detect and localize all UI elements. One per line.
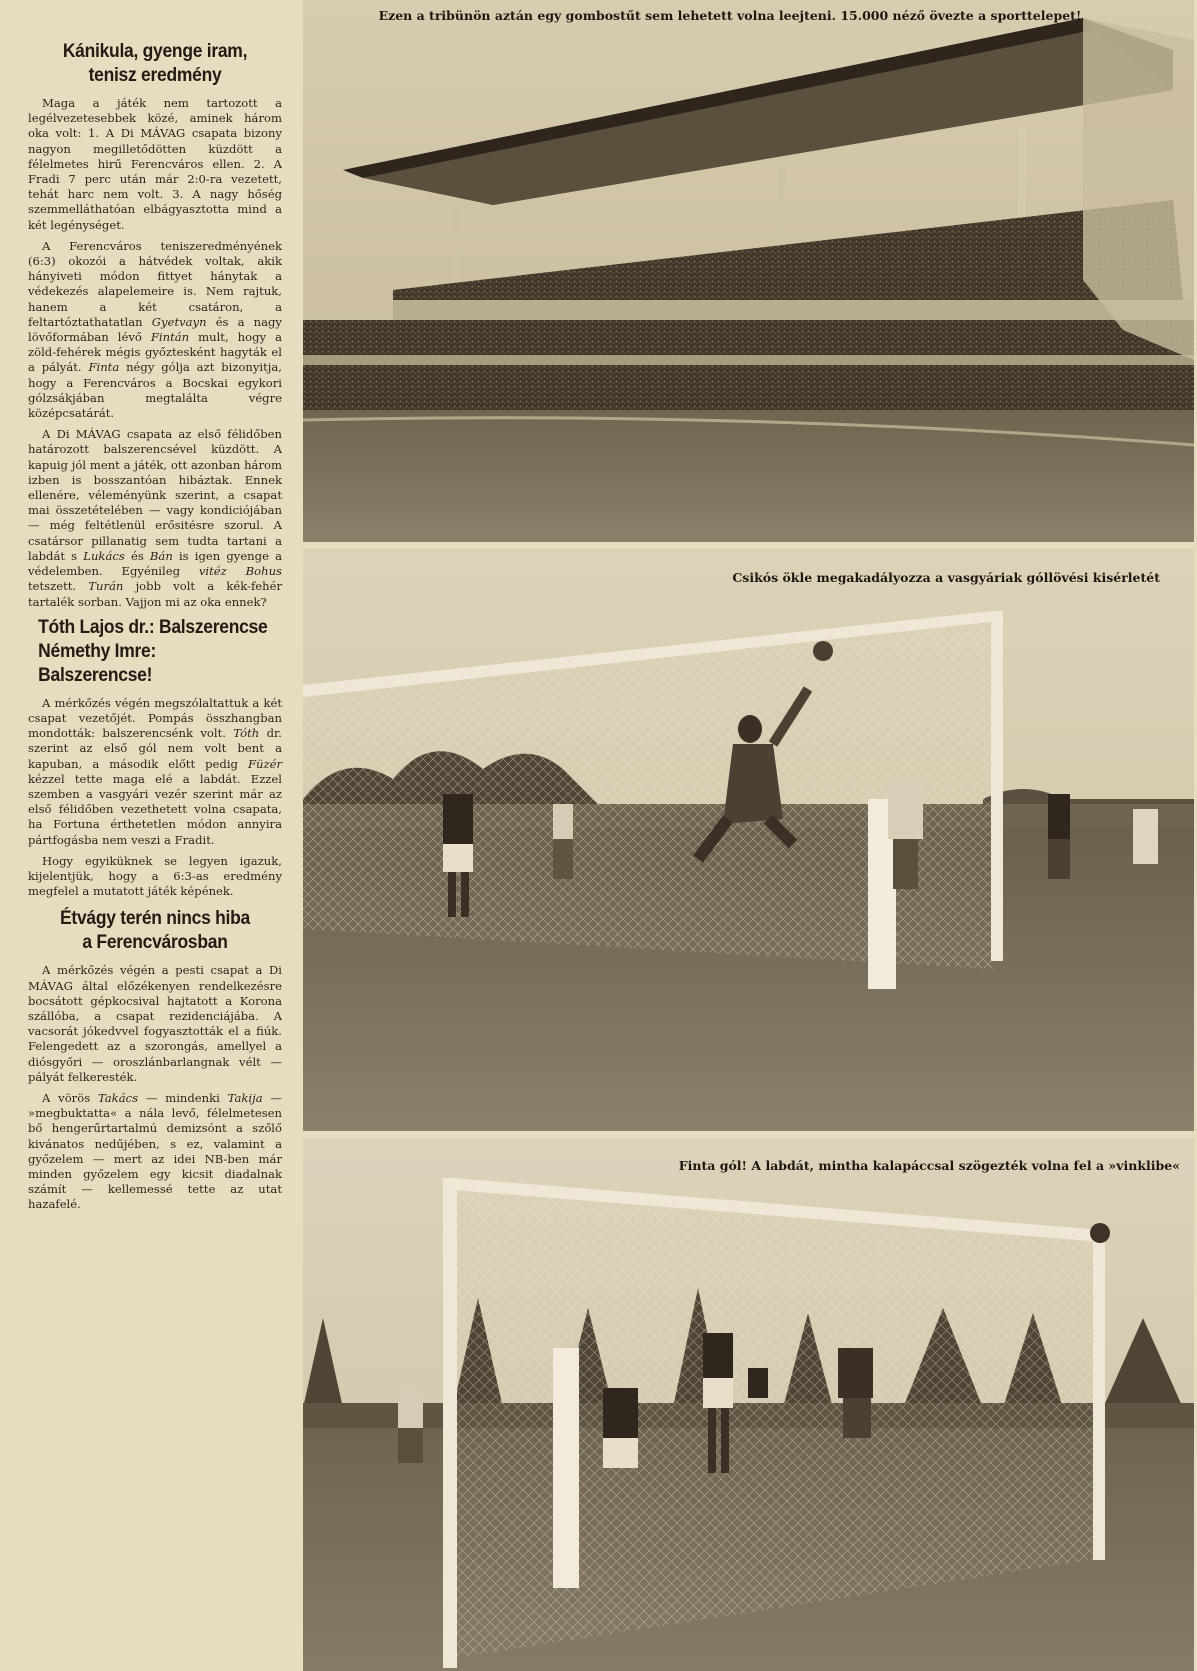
headline-balszerencse bbox=[38, 616, 272, 688]
save-caption: Csikós ökle megakadályozza a vasgyáriak góllövési kisérletét bbox=[732, 570, 1160, 585]
article-column bbox=[28, 40, 282, 1219]
paragraph: A Ferencváros teniszeredményének (6:3) okozói a hátvédek voltak, akik hányiveti módon fittyet hánytak a védekezés alapelemeire is. Nem rajtuk, hanem a két csatáron, a feltartóztathatatlan Gyetvayn és a nagy lövőformában lévő Fintán mult, hogy a zöld-fehérek mégis győztesként hagyták el a pályát. Finta négy gólja azt bizonyitja, hogy a Ferencváros a Bocskai egykori gólzsákjában megtalálta végre középcsatárát. bbox=[28, 238, 282, 421]
headline-etvagy bbox=[38, 907, 272, 955]
goal-illustration bbox=[303, 1138, 1194, 1671]
paragraph: A Di MÁVAG csapata az első félidőben határozott balszerencsével küzdött. A kapuig jól ment a játék, ott azonban három izben is bosszantóan hibáztak. Ennek ellenére, véleményünk szerint, a csapat mai összetételében — vagy kondiciójában — még feltétlenül erősitésre szorul. A csatársor pillanatig sem tudta tartani a labdát s Lukács és Bán is igen gyenge a védelemben. Egyénileg vitéz Bohus tetszett. Turán jobb volt a kék-fehér tartalék sorban. Vajjon mi az oka ennek? bbox=[28, 427, 282, 609]
stadium-illustration bbox=[303, 0, 1194, 542]
player-name: Fintán bbox=[150, 330, 190, 345]
goal-photo bbox=[303, 1138, 1194, 1671]
paragraph: Maga a játék nem tartozott a legélvezetesebbek közé, aminek három oka volt: 1. A Di MÁVAG csapata bizony nagyon megilletődötten küzdött a félelmetes hirű Ferencváros ellen. 2. A Fradi 7 perc után már 2:0-ra vezetett, tehát harc nem volt. 3. A nagy hőség szemmelláthatóan elbágyasztotta mind a két legénységet. bbox=[28, 96, 282, 232]
save-illustration bbox=[303, 549, 1194, 1131]
headline-line: Étvágy terén nincs hiba bbox=[60, 908, 250, 930]
headline-line: Némethy Imre: Balszerencse! bbox=[38, 640, 157, 686]
headline-line: a Ferencvárosban bbox=[82, 932, 228, 954]
stadium-caption: Ezen a tribünön aztán egy gombostűt sem lehetett volna leejteni. 15.000 néző övezte a sporttelepet! bbox=[378, 8, 1082, 23]
player-name: Turán bbox=[88, 579, 124, 594]
goal-caption: Finta gól! A labdát, mintha kalapáccsal szögezték volna fel a »vinklibe« bbox=[678, 1158, 1180, 1173]
player-name: vitéz Bohus bbox=[198, 564, 282, 579]
player-name: Takács bbox=[97, 1090, 139, 1105]
person-name: Tóth bbox=[233, 726, 260, 741]
player-name: Takija bbox=[227, 1090, 263, 1105]
player-name: Finta bbox=[88, 360, 120, 375]
paragraph: A vörös Takács — mindenki Takija — »megbuktatta« a nála levő, félelmetesen bő hengerűrtartalmú demizsónt a szőlő kivánatos nedűjében, s ez, valamint a győzelem — mert az idei NB-ben már minden győzelem egy kicsit diadalnak számít — kellemessé tette az utat hazafelé. bbox=[28, 1090, 283, 1212]
headline-kanikula: Kánikula, gyenge iram, tenisz eredmény bbox=[62, 41, 248, 86]
paragraph: A mérkőzés végén megszólaltattuk a két csapat vezetőjét. Pompás összhangban mondották: balszerencsénk volt. Tóth dr. szerint az első gól nem volt bent a kapuban, a második előtt pedig Füzér kézzel tette maga elé a labdát. Ezzel szemben a vasgyári vezér szerint már az első félidőben vezethetett volna csapata, ha Fortuna érthetetlen módon annyira pártfogásba nem veszi a Fradit. bbox=[28, 695, 282, 847]
goalkeeper-save-photo bbox=[303, 549, 1194, 1131]
player-name: Bán bbox=[149, 548, 173, 563]
paragraph: Hogy egyiküknek se legyen igazuk, kijelentjük, hogy a 6:3-as eredmény megfelel a mutatott játék képének. bbox=[28, 853, 282, 899]
stadium-photo bbox=[303, 0, 1194, 542]
paragraph: A mérkőzés végén a pesti csapat a Di MÁVAG által előzékenyen rendelkezésre bocsátott gépkocsival hajtatott a Korona szállóba, a csapat rezidenciájába. A vacsorát jókedvvel fogyasztották el a fiúk. Felengedett az a szorongás, amellyel a diósgyőri — oroszlánbarlangnak vélt — pályát felkeresték. bbox=[28, 963, 282, 1084]
headline-line: Tóth Lajos dr.: Balszerencse bbox=[38, 616, 268, 638]
player-name: Füzér bbox=[247, 756, 282, 771]
player-name: Lukács bbox=[83, 548, 125, 563]
player-name: Gyetvayn bbox=[151, 314, 207, 329]
